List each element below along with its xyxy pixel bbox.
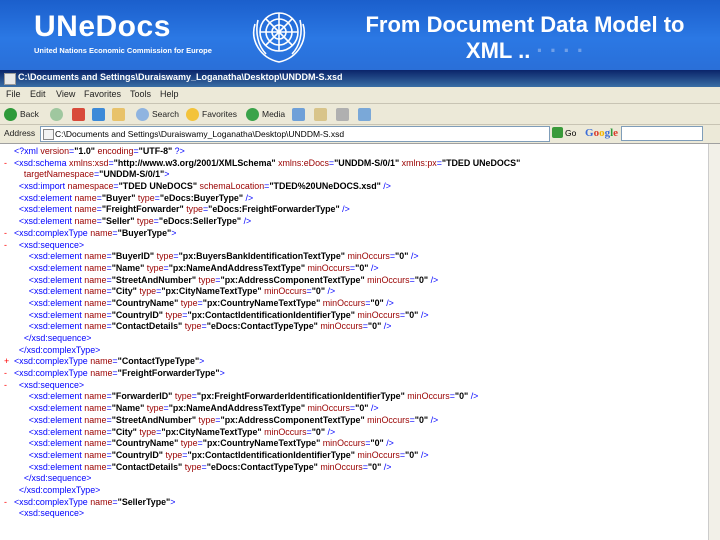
xml-text: </xsd:sequence> [14, 473, 92, 484]
xml-line [4, 263, 520, 275]
menu-bar [0, 87, 720, 104]
xml-line[interactable] [4, 497, 520, 509]
menu-edit[interactable]: Edit [30, 89, 46, 99]
window-icon [4, 73, 16, 85]
vertical-scrollbar[interactable] [708, 144, 720, 540]
stop-icon [72, 108, 85, 121]
xml-text: <xsd:element name="Name" type="px:NameAndAddressTextType" minOccurs="0" /> [14, 262, 379, 273]
xml-line [4, 204, 520, 216]
xml-source [4, 146, 520, 520]
xml-text: <xsd:element name="FreightForwarder" type="eDocs:FreightForwarderType" /> [14, 204, 350, 215]
brand-logo-text: UNeDocs [34, 10, 171, 43]
xml-text: <xsd:element name="CountryName" type="px:CountryNameTextType" minOccurs="0" /> [14, 438, 394, 449]
address-bar [0, 125, 720, 144]
forward-button[interactable] [50, 107, 66, 121]
file-icon [43, 129, 54, 140]
menu-tools[interactable]: Tools [130, 89, 152, 99]
xml-line [4, 146, 520, 158]
star-icon [186, 108, 199, 121]
media-icon [246, 108, 259, 121]
un-emblem-icon [246, 2, 312, 68]
xml-text: <xsd:element name="City" type="px:CityNameTextType" minOccurs="0" /> [14, 286, 336, 297]
menu-help[interactable]: Help [160, 89, 179, 99]
collapse-toggle[interactable]: - [4, 157, 7, 168]
edit-button[interactable] [358, 107, 374, 121]
xml-line [4, 438, 520, 450]
google-toolbar [585, 126, 703, 140]
xml-text: <xsd:element name="City" type="px:CityNameTextType" minOccurs="0" /> [14, 426, 336, 437]
go-arrow-icon [552, 127, 563, 138]
xml-line [4, 473, 520, 485]
xml-text: <xsd:sequence> [14, 379, 85, 390]
brand-subtitle: United Nations Economic Commission for Europe [34, 46, 212, 55]
collapse-toggle[interactable]: - [4, 496, 7, 507]
xml-text: <xsd:import namespace="TDED UNeDOCS" schemaLocation="TDED%20UNeDOCS.xsd" /> [14, 181, 391, 192]
google-logo: Google [585, 127, 619, 139]
xml-text: <xsd:element name="ForwarderID" type="px:FreightForwarderIdentificationIdentifierType" minOccurs="0" /> [14, 391, 479, 402]
collapse-toggle[interactable]: - [4, 227, 7, 238]
xml-content-pane [0, 144, 708, 540]
google-search-input[interactable] [621, 126, 703, 141]
xml-line [4, 251, 520, 263]
xml-text: <xsd:complexType name="SellerType"> [14, 496, 176, 507]
back-button[interactable]: Back [4, 107, 39, 121]
window-title: C:\Documents and Settings\Duraiswamy_Loganatha\Desktop\UNDDM-S.xsd [18, 72, 343, 82]
xml-line [4, 216, 520, 228]
xml-line [4, 310, 520, 322]
xml-text: </xsd:complexType> [14, 484, 101, 495]
xml-text: </xsd:sequence> [14, 333, 92, 343]
xml-line [4, 298, 520, 310]
xml-line[interactable] [4, 356, 520, 368]
edit-icon [358, 108, 371, 121]
search-icon [136, 108, 149, 121]
xml-line [4, 485, 520, 497]
xml-line [4, 169, 520, 181]
address-value: C:\Documents and Settings\Duraiswamy_Loganatha\Desktop\UNDDM-S.xsd [55, 129, 345, 139]
xml-text: <xsd:complexType name="BuyerType"> [14, 227, 177, 238]
xml-line[interactable] [4, 228, 520, 240]
xml-line [4, 427, 520, 439]
xml-line [4, 508, 520, 520]
xml-line [4, 275, 520, 287]
xml-text: <xsd:complexType name="ContactTypeType"> [14, 356, 205, 367]
xml-line[interactable] [4, 158, 520, 170]
header-banner [0, 0, 720, 70]
xml-line [4, 193, 520, 205]
refresh-icon [92, 108, 105, 121]
xml-text: targetNamespace="UNDDM-S/0/1"> [23, 169, 170, 180]
mail-button[interactable] [314, 107, 330, 121]
home-icon [112, 108, 125, 121]
home-button[interactable] [112, 107, 128, 121]
xml-line [4, 391, 520, 403]
forward-arrow-icon [50, 108, 63, 121]
xml-text: <xsd:element name="Buyer" type="eDocs:BuyerType" /> [14, 192, 254, 203]
xml-line [4, 286, 520, 298]
address-input[interactable] [40, 126, 550, 142]
mail-icon [314, 108, 327, 121]
xml-text: </xsd:complexType> [14, 344, 101, 355]
xml-line[interactable] [4, 380, 520, 392]
xml-text: <xsd:element name="CountryID" type="px:ContactIdentificationIdentifierType" minOccurs="0" /> [14, 309, 429, 320]
toolbar [0, 104, 720, 125]
back-arrow-icon [4, 108, 17, 121]
xml-text: <xsd:element name="ContactDetails" type="eDocs:ContactTypeType" minOccurs="0" /> [14, 461, 392, 472]
refresh-button[interactable] [92, 107, 108, 121]
stop-button[interactable] [72, 107, 88, 121]
xml-text: <xsd:element name="Name" type="px:NameAndAddressTextType" minOccurs="0" /> [14, 403, 379, 414]
xml-text: <xsd:element name="StreetAndNumber" type="px:AddressComponentTextType" minOccurs="0" /> [14, 274, 439, 285]
xml-line [4, 321, 520, 333]
slide-title: From Document Data Model to XML .. · · · · [365, 12, 685, 63]
xml-line[interactable] [4, 240, 520, 252]
history-button[interactable] [292, 107, 308, 121]
xml-text: <xsd:sequence> [14, 239, 85, 250]
xml-text: <xsd:complexType name="FreightForwarderType"> [14, 368, 225, 379]
history-icon [292, 108, 305, 121]
xml-line[interactable] [4, 368, 520, 380]
xml-line [4, 333, 520, 345]
browser-window [0, 70, 720, 540]
xml-text: <xsd:element name="BuyerID" type="px:BuyersBankIdentificationTextType" minOccurs="0" /> [14, 251, 419, 262]
media-button[interactable]: Media [246, 107, 285, 121]
search-button[interactable]: Search [136, 107, 179, 121]
xml-line [4, 403, 520, 415]
xml-line [4, 450, 520, 462]
collapse-toggle[interactable]: - [4, 379, 7, 390]
favorites-button[interactable]: Favorites [186, 107, 237, 121]
collapse-toggle[interactable]: + [4, 356, 10, 367]
xml-text: <?xml version="1.0" encoding="UTF-8" ?> [14, 146, 185, 156]
collapse-toggle[interactable]: - [4, 239, 7, 250]
address-label: Address [4, 128, 36, 138]
xml-text: <xsd:element name="StreetAndNumber" type="px:AddressComponentTextType" minOccurs="0" /> [14, 414, 439, 425]
xml-line [4, 181, 520, 193]
menu-view[interactable]: View [56, 89, 76, 99]
xml-line [4, 345, 520, 357]
xml-line [4, 415, 520, 427]
collapse-toggle[interactable]: - [4, 368, 7, 379]
print-button[interactable] [336, 107, 352, 121]
xml-text: <xsd:element name="Seller" type="eDocs:SellerType" /> [14, 216, 252, 227]
go-button[interactable]: Go [552, 127, 576, 138]
xml-line [4, 462, 520, 474]
xml-text: <xsd:element name="CountryName" type="px:CountryNameTextType" minOccurs="0" /> [14, 297, 394, 308]
menu-file[interactable]: File [6, 89, 21, 99]
xml-text: <xsd:sequence> [14, 508, 85, 519]
window-titlebar [0, 70, 720, 87]
xml-text: <xsd:element name="CountryID" type="px:ContactIdentificationIdentifierType" minOccurs="0" /> [14, 449, 429, 460]
menu-favorites[interactable]: Favorites [84, 89, 122, 99]
xml-text: <xsd:schema xmlns:xsd="http://www.w3.org/2001/XMLSchema" xmlns:eDocs="UNDDM-S/0/1" xmlns:px="TDED UNeDOCS" [14, 157, 521, 168]
print-icon [336, 108, 349, 121]
xml-text: <xsd:element name="ContactDetails" type="eDocs:ContactTypeType" minOccurs="0" /> [14, 321, 392, 332]
